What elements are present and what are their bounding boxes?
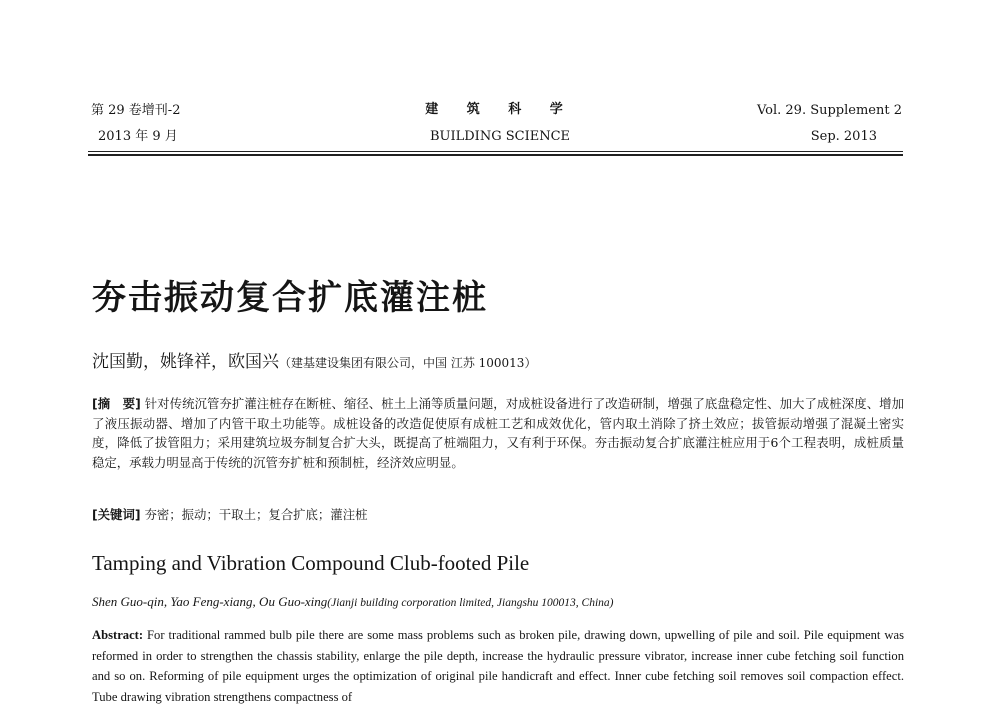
authors-cn (92, 347, 536, 372)
header-rule-bottom (88, 154, 903, 156)
abstract-cn (92, 394, 904, 472)
author-names-cn: 沈国勤，姚锋祥，欧国兴 (92, 352, 279, 372)
authors-en (92, 594, 614, 610)
abstract-label-cn: [摘 要] (92, 396, 141, 411)
journal-name-cn: 建 筑 科 学 (425, 102, 575, 117)
header-date-cn: 2013 年 9 月 (98, 129, 178, 144)
abstract-text-en: For traditional rammed bulb pile there are some mass problems such as broken pile, drawing down, upwelling of pile and soil. Pile equipment was reformed in order to strengthen the chassis stability, enlarge the pile depth, increase the hydraulic pressure vibrator, increase inner cube fetching soil function and so on. Reforming of pile equipment urges the optimization of original pile handicraft and effect. Inner cube fetching soil removes soil compaction effect. Tube drawing vibration strengthens compactness of (92, 628, 904, 704)
article-title-en: Tamping and Vibration Compound Club-footed Pile (92, 551, 530, 575)
keywords-text-cn: 夯密；振动；干取土；复合扩底；灌注桩 (144, 507, 368, 522)
header-rule-top (88, 151, 903, 152)
abstract-label-en: Abstract: (92, 628, 144, 642)
article-title-cn: 夯击振动复合扩底灌注桩 (92, 278, 488, 318)
header-volume-en: Vol. 29. Supplement 2 (756, 103, 902, 118)
abstract-en (92, 625, 904, 707)
header-volume-cn: 第 29 卷增刊-2 (91, 103, 181, 118)
keywords-label-cn: [关键词] (92, 507, 141, 522)
abstract-text-cn: 针对传统沉管夯扩灌注桩存在断桩、缩径、桩土上涌等质量问题，对成桩设备进行了改造研制，增强了底盘稳定性、加大了成桩深度、增加了液压振动器、增加了内管干取土功能等。成桩设备的改造促使原有成桩工艺和成效优化，管内取土消除了挤土效应；拔管振动增强了混凝土密实度，降低了拔管阻力；采用建筑垃圾夯制复合扩大头，既提高了桩端阻力，又有利于环保。夯击振动复合扩底灌注桩应用于6个工程表明，成桩质量稳定，承载力明显高于传统的沉管夯扩桩和预制桩，经济效应明显。 (92, 396, 904, 470)
affiliation-en: (Jianji building corporation limited, Jiangshu 100013, China) (327, 597, 614, 609)
author-names-en: Shen Guo-qin, Yao Feng-xiang, Ou Guo-xing (92, 594, 328, 609)
journal-name-en: BUILDING SCIENCE (429, 129, 571, 144)
keywords-cn (92, 505, 367, 523)
header-date-en: Sep. 2013 (810, 129, 877, 144)
affiliation-cn: （建基建设集团有限公司，中国 江苏 100013） (279, 356, 537, 370)
